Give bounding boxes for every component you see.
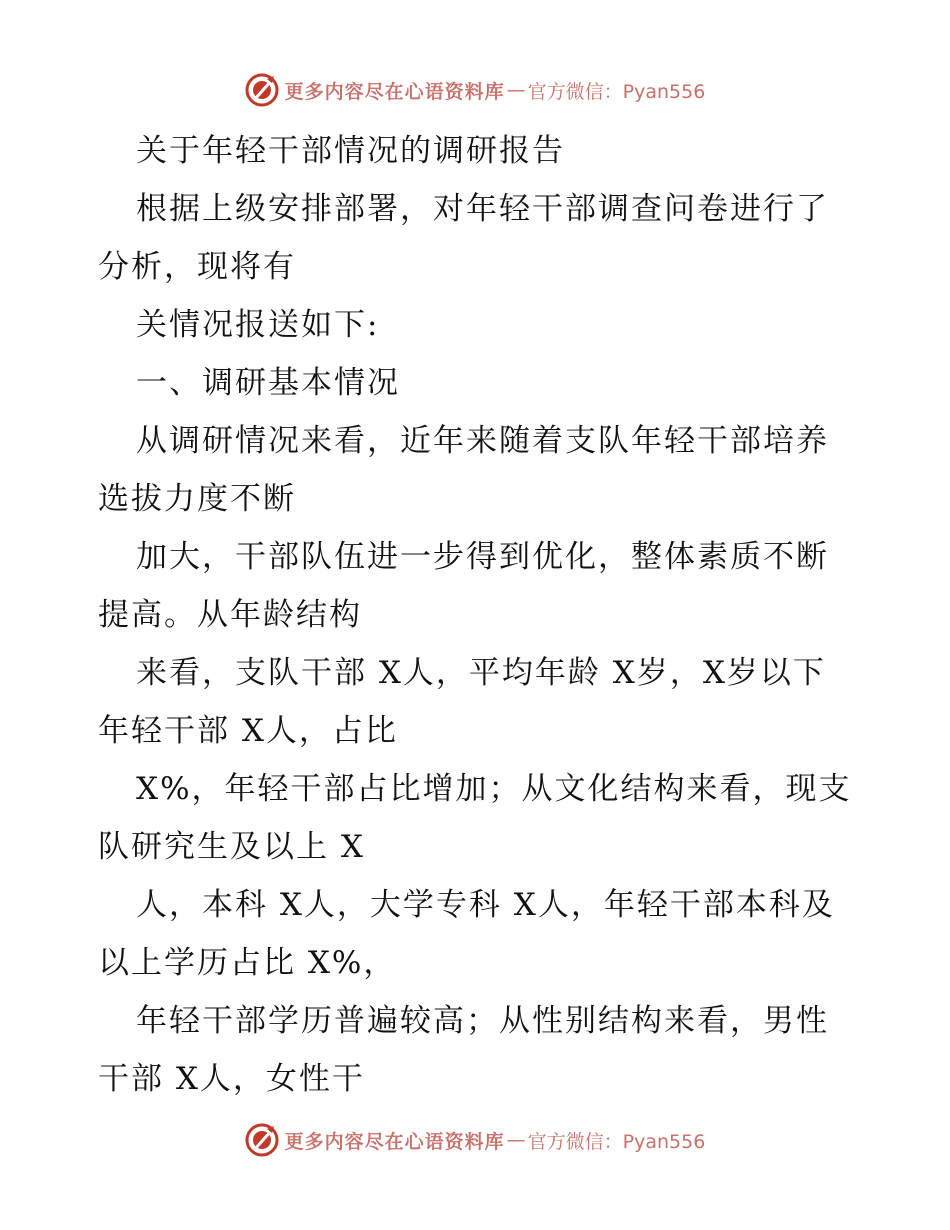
watermark-site-text: 更多内容尽在心语资料库 <box>284 80 505 103</box>
logo-icon <box>245 1123 279 1157</box>
footer-watermark-banner <box>0 1120 950 1160</box>
header-watermark-banner <box>0 70 950 110</box>
paragraph: 从调研情况来看，近年来随着支队年轻干部培养选拔力度不断 <box>98 423 829 517</box>
watermark-wechat-text: 官方微信：Pyan556 <box>527 80 706 103</box>
paragraph: 根据上级安排部署，对年轻干部调查问卷进行了分析，现将有 <box>98 191 829 285</box>
paragraph: X%，年轻干部占比增加；从文化结构来看，现支队研究生及以上 X <box>98 771 852 865</box>
paragraph: 关情况报送如下: <box>136 307 380 343</box>
section-heading: 一、调研基本情况 <box>136 365 400 401</box>
document-title: 关于年轻干部情况的调研报告 <box>136 133 565 169</box>
watermark-dash: — <box>506 1129 526 1151</box>
paragraph: 年轻干部学历普遍较高；从性别结构来看，男性干部 X人，女性干 <box>98 1003 829 1097</box>
paragraph: 来看，支队干部 X人，平均年龄 X岁，X岁以下年轻干部 X人，占比 <box>98 655 826 749</box>
watermark-site-text: 更多内容尽在心语资料库 <box>284 1130 505 1153</box>
paragraph: 人，本科 X人，大学专科 X人，年轻干部本科及以上学历占比 X%， <box>98 887 835 981</box>
logo-icon <box>245 73 279 107</box>
watermark-wechat-text: 官方微信：Pyan556 <box>527 1130 706 1153</box>
paragraph: 加大，干部队伍进一步得到优化，整体素质不断提高。从年龄结构 <box>98 539 829 633</box>
document-body <box>98 122 858 1108</box>
watermark-dash: — <box>506 79 526 101</box>
